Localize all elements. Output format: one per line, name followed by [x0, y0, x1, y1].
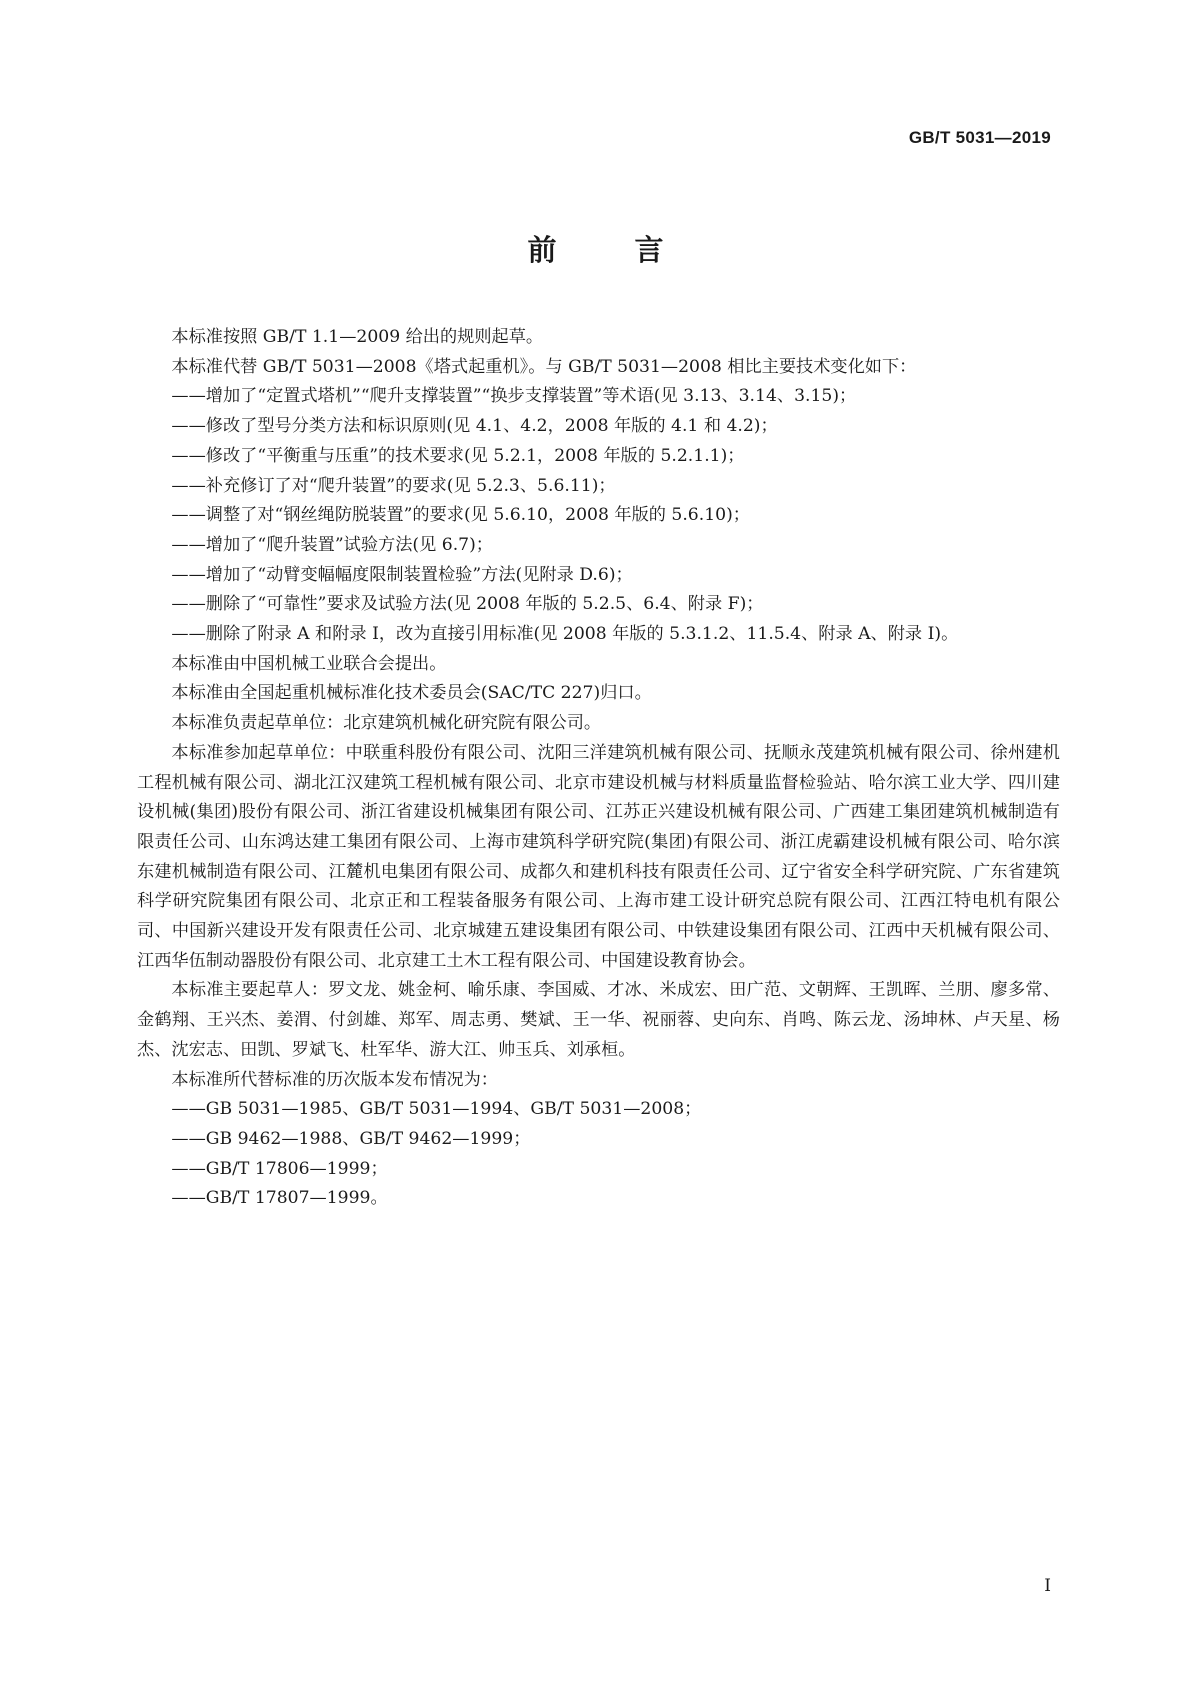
participating-drafters-paragraph: 本标准参加起草单位：中联重科股份有限公司、沈阳三洋建筑机械有限公司、抚顺永茂建筑机械有限公司、徐州建机工程机械有限公司、湖北江汉建筑工程机械有限公司、北京市建设机械与材料质量监督检验站、哈尔滨工业大学、四川建设机械(集团)股份有限公司、浙江省建设机械集团有限公司、江苏正兴建设机械有限公司、广西建工集团建筑机械制造有限责任公司、山东鸿达建工集团有限公司、上海市建筑科学研究院(集团)有限公司、浙江虎霸建设机械有限公司、哈尔滨东建机械制造有限公司、江麓机电集团有限公司、成都久和建机科技有限责任公司、辽宁省安全科学研究院、广东省建筑科学研究院集团有限公司、北京正和工程装备服务有限公司、上海市建工设计研究总院有限公司、江西江特电机有限公司、中国新兴建设开发有限责任公司、北京城建五建设集团有限公司、中铁建设集团有限公司、江西中天机械有限公司、江西华伍制动器股份有限公司、北京建工土木工程有限公司、中国建设教育协会。	[137, 742, 1060, 971]
change-item: ——调整了对“钢丝绳防脱装置”的要求(见 5.6.10，2008 年版的 5.6.10)；	[171, 505, 750, 526]
change-item: ——补充修订了对“爬升装置”的要求(见 5.2.3、5.6.11)；	[171, 475, 616, 496]
page-number: I	[1044, 1576, 1051, 1596]
change-item: ——增加了“动臂变幅幅度限制装置检验”方法(见附录 D.6)；	[171, 564, 633, 585]
lead-drafter-paragraph: 本标准负责起草单位：北京建筑机械化研究院有限公司。	[171, 713, 602, 734]
document-body	[137, 323, 1060, 1214]
history-item: ——GB 5031—1985、GB/T 5031—1994、GB/T 5031—2008；	[171, 1099, 702, 1120]
committee-paragraph: 本标准由全国起重机械标准化技术委员会(SAC/TC 227)归口。	[171, 683, 652, 704]
drafting-rules-paragraph: 本标准按照 GB/T 1.1—2009 给出的规则起草。	[171, 327, 544, 347]
change-item: ——增加了“爬升装置”试验方法(见 6.7)；	[171, 534, 493, 555]
page-title: 前 言	[527, 233, 698, 267]
history-item: ——GB 9462—1988、GB/T 9462—1999；	[171, 1128, 531, 1149]
history-item: ——GB/T 17807—1999。	[171, 1188, 388, 1209]
main-drafters-paragraph: 本标准主要起草人：罗文龙、姚金柯、喻乐康、李国威、才冰、米成宏、田广范、文朝辉、王凯晖、兰朋、廖多常、金鹤翔、王兴杰、姜渭、付剑雄、郑军、周志勇、樊斌、王一华、祝丽蓉、史向东、肖鸣、陈云龙、汤坤林、卢天星、杨杰、沈宏志、田凯、罗斌飞、杜军华、游大江、帅玉兵、刘承桓。	[137, 980, 1060, 1060]
change-item: ——删除了附录 A 和附录 I，改为直接引用标准(见 2008 年版的 5.3.1.2、11.5.4、附录 A、附录 I)。	[171, 624, 959, 645]
replacement-paragraph: 本标准代替 GB/T 5031—2008《塔式起重机》。与 GB/T 5031—2008 相比主要技术变化如下：	[171, 356, 917, 377]
change-item: ——删除了“可靠性”要求及试验方法(见 2008 年版的 5.2.5、6.4、附录 F)；	[171, 594, 764, 615]
proposer-paragraph: 本标准由中国机械工业联合会提出。	[171, 653, 447, 674]
standard-code: GB/T 5031—2019	[908, 128, 1051, 147]
change-item: ——修改了型号分类方法和标识原则(见 4.1、4.2，2008 年版的 4.1 和 4.2)；	[171, 416, 778, 437]
history-item: ——GB/T 17806—1999；	[171, 1158, 388, 1179]
change-item: ——增加了“定置式塔机”“爬升支撑装置”“换步支撑装置”等术语(见 3.13、3.14、3.15)；	[171, 386, 857, 407]
change-item: ——修改了“平衡重与压重”的技术要求(见 5.2.1，2008 年版的 5.2.1.1)；	[171, 445, 745, 466]
history-intro-paragraph: 本标准所代替标准的历次版本发布情况为：	[171, 1069, 498, 1090]
